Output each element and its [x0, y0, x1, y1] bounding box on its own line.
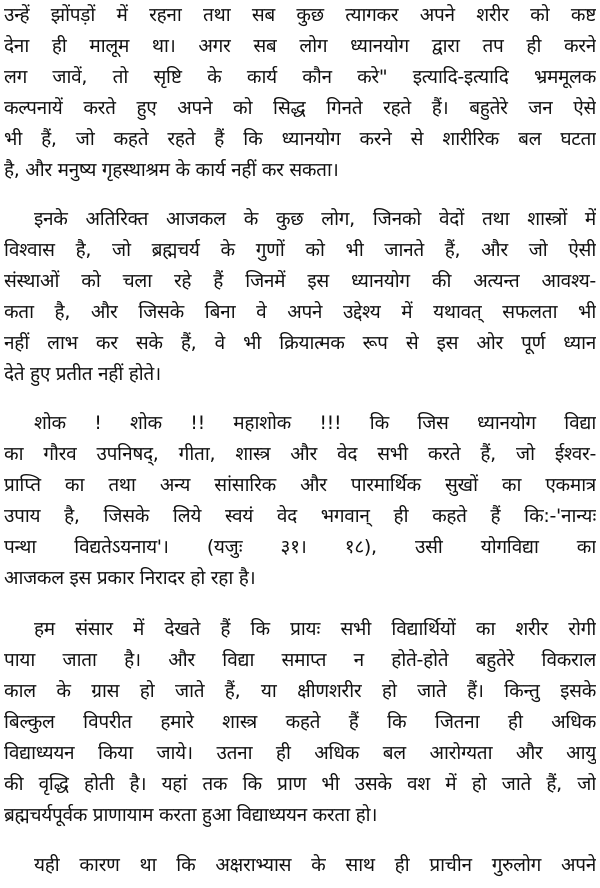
text-line: का गौरव उपनिषद्, गीता, शास्त्र और वेद सभी करते हैं, जो ईश्वर- [4, 443, 596, 465]
text-line: संस्थाओं को चला रहे हैं जिनमें इस ध्यानयोग की अत्यन्त आवश्य- [4, 270, 596, 292]
text-line: कता है, और जिसके बिना वे अपने उद्देश्य में यथावत् सफलता भी [4, 301, 596, 323]
text-line: लग जावें, तो सृष्टि के कार्य कौन करे" इत्यादि-इत्यादि भ्रममूलक [4, 66, 596, 88]
text-line: उपाय है, जिसके लिये स्वयं वेद भगवान् ही कहते हैं कि:-'नान्यः [4, 505, 596, 527]
text-line: पाया जाता है। और विद्या समाप्त न होते-होते बहुतेरे विकराल [4, 649, 596, 671]
text-line: कल्पनायें करते हुए अपने को सिद्ध गिनते रहते हैं। बहुतेरे जन ऐसे [4, 97, 596, 119]
text-line: यही कारण था कि अक्षराभ्यास के साथ ही प्राचीन गुरुलोग अपने [34, 854, 596, 876]
text-line: विश्वास है, जो ब्रह्मचर्य के गुणों को भी जानते हैं, और जो ऐसी [4, 239, 596, 261]
text-line: उन्हें झोंपड़ों में रहना तथा सब कुछ त्यागकर अपने शरीर को कष्ट [4, 4, 596, 26]
text-line: काल के ग्रास हो जाते हैं, या क्षीणशरीर हो जाते हैं। किन्तु इसके [4, 680, 596, 702]
text-line: इनके अतिरिक्त आजकल के कुछ लोग, जिनको वेदों तथा शास्त्रों में [34, 208, 596, 230]
text-line: हम संसार में देखते हैं कि प्रायः सभी विद्यार्थियों का शरीर रोगी [34, 618, 596, 640]
text-line: भी हैं, जो कहते रहते हैं कि ध्यानयोग करने से शारीरिक बल घटता [4, 128, 596, 150]
text-line: प्राप्ति का तथा अन्य सांसारिक और पारमार्थिक सुखों का एकमात्र [4, 474, 596, 496]
text-line: नहीं लाभ कर सके हैं, वे भी क्रियात्मक रूप से इस ओर पूर्ण ध्यान [4, 332, 596, 354]
text-line: आजकल इस प्रकार निरादर हो रहा है। [4, 567, 256, 589]
text-line: शोक ! शोक !! महाशोक !!! कि जिस ध्यानयोग विद्या [34, 412, 596, 434]
text-line: विद्याध्ययन किया जाये। उतना ही अधिक बल आरोग्यता और आयु [4, 742, 596, 764]
text-line: बिल्कुल विपरीत हमारे शास्त्र कहते हैं कि जितना ही अधिक [4, 711, 596, 733]
text-line: की वृद्धि होती है। यहां तक कि प्राण भी उसके वश में हो जाते हैं, जो [4, 773, 596, 795]
text-line: देना ही मालूम था। अगर सब लोग ध्यानयोग द्वारा तप ही करने [4, 35, 596, 57]
text-line: देते हुए प्रतीत नहीं होते। [4, 363, 161, 385]
text-line: ब्रह्मचर्यपूर्वक प्राणायाम करता हुआ विद्याध्ययन करता हो। [4, 804, 378, 826]
text-line: पन्था विद्यतेऽयनाय'। (यजुः ३१। १८), उसी योगविद्या का [4, 536, 596, 558]
text-line: है, और मनुष्य गृहस्थाश्रम के कार्य नहीं कर सकता। [4, 159, 339, 181]
